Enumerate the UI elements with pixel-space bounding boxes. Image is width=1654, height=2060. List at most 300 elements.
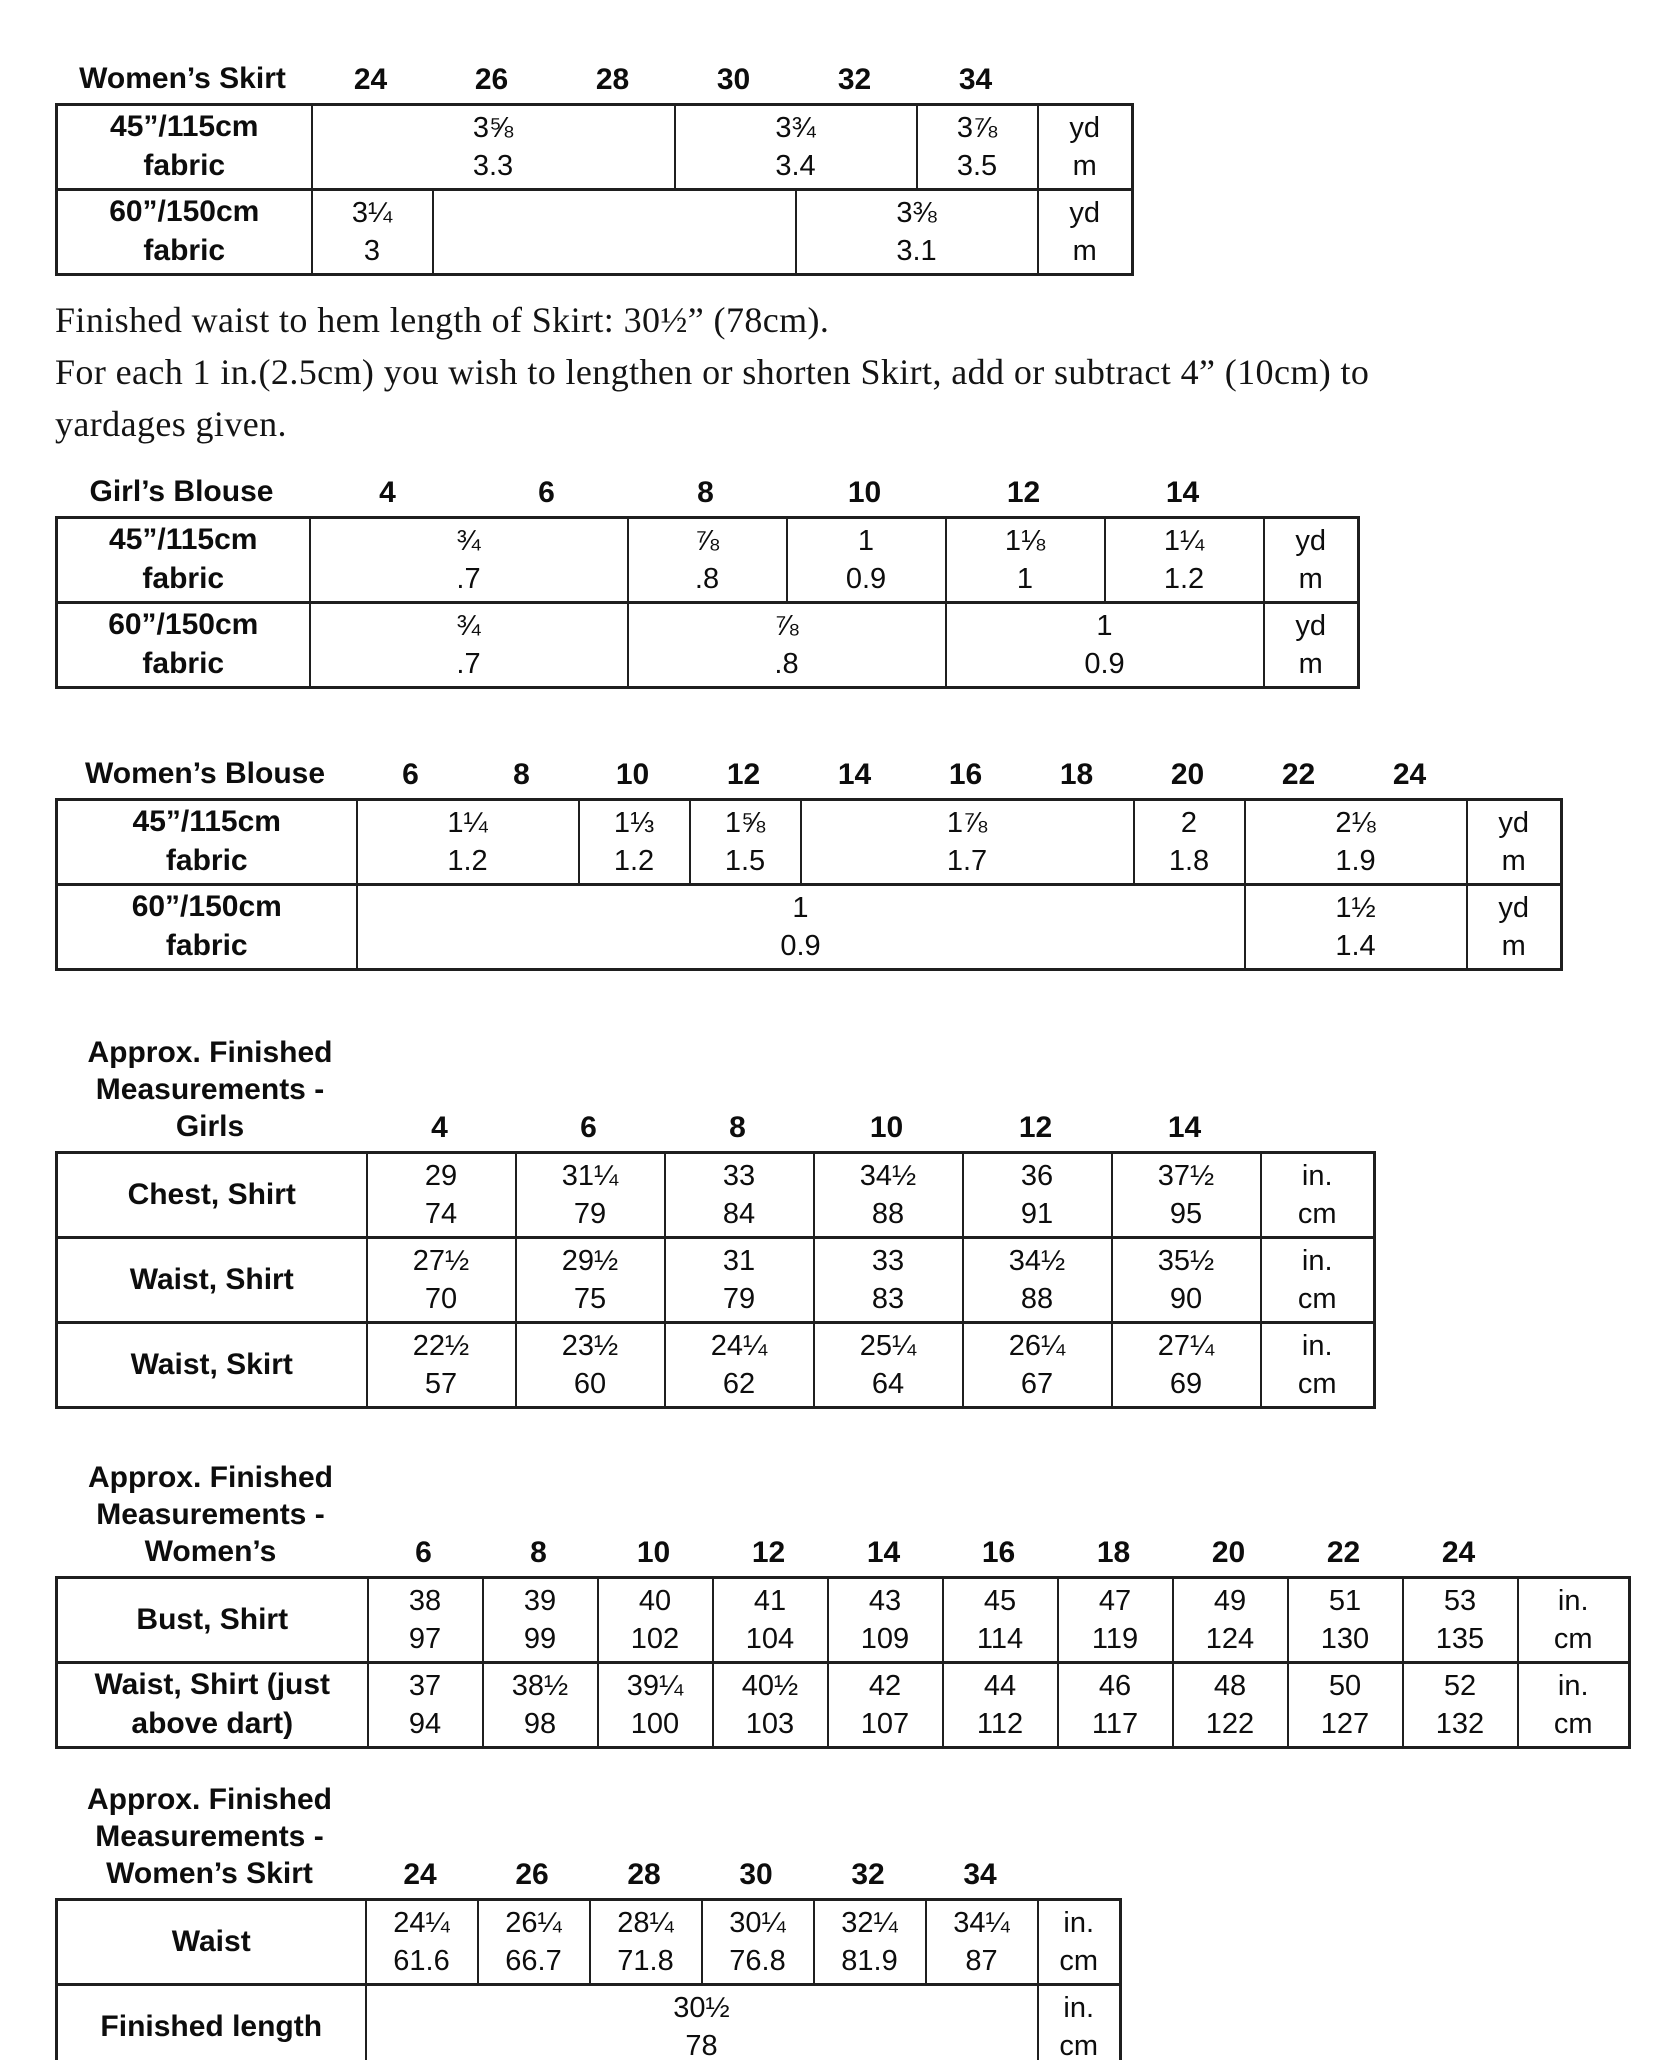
table-title-line: Women’s Skirt [79, 62, 286, 95]
table-row [57, 1323, 1375, 1408]
value-imperial: 34½ [1008, 1245, 1066, 1278]
unit-cell [1518, 1578, 1630, 1663]
value-stack [676, 106, 916, 188]
value-stack [666, 1324, 813, 1406]
value-cell [917, 105, 1038, 190]
table-title-line: Approx. Finished [87, 1461, 333, 1494]
row-label-line: fabric [165, 929, 248, 963]
value-metric: .8 [774, 647, 799, 680]
value-imperial: 28¼ [617, 1907, 674, 1940]
value-imperial: 26¼ [505, 1907, 562, 1940]
womens-skirt-yardage-section [55, 57, 1654, 276]
value-stack [714, 1579, 827, 1661]
value-metric: 3 [363, 234, 381, 267]
table-title-line: Measurements - [95, 1820, 324, 1853]
value-stack [947, 519, 1104, 601]
value-cell [366, 1985, 1038, 2060]
value-cell [516, 1323, 665, 1408]
row-label-line: 60”/150cm [109, 195, 260, 229]
value-stack [1135, 801, 1244, 883]
womens-skirt-yardage-header [55, 57, 1654, 103]
value-cell [516, 1153, 665, 1238]
value-imperial: 45 [983, 1585, 1017, 1618]
row-label [57, 518, 310, 603]
value-stack [517, 1154, 664, 1236]
value-metric: 95 [1169, 1197, 1203, 1230]
value-cell [1288, 1663, 1403, 1748]
size-header: 26 [515, 1858, 549, 1891]
value-imperial: 3⅜ [896, 197, 937, 230]
value-imperial: 3¾ [775, 112, 816, 145]
value-metric: 3.4 [775, 149, 816, 182]
value-cell [963, 1323, 1112, 1408]
value-imperial: 34½ [859, 1160, 917, 1193]
womens-blouse-yardage-title [55, 755, 355, 792]
row-label-stack [58, 801, 356, 883]
value-metric: 81.9 [841, 1944, 898, 1977]
value-imperial: 49 [1213, 1585, 1247, 1618]
size-header: 14 [866, 1536, 901, 1569]
row-label-line: Waist, Shirt [129, 1262, 294, 1296]
unit-label: in. [1301, 1330, 1333, 1363]
unit-cell [1038, 1900, 1121, 1985]
table-body [57, 1900, 1121, 2060]
value-stack [1113, 1324, 1260, 1406]
row-label-line: Waist [171, 1924, 251, 1958]
value-imperial: 44 [983, 1670, 1017, 1703]
size-header: 24 [1441, 1536, 1476, 1569]
value-imperial: ⅞ [774, 610, 799, 643]
row-label-stack [58, 106, 311, 188]
table-row [57, 105, 1133, 190]
value-imperial: 46 [1098, 1670, 1132, 1703]
womens-measurements-header [55, 1453, 1654, 1576]
size-header: 12 [751, 1536, 786, 1569]
value-cell [702, 1900, 814, 1985]
note-finished-length: Finished waist to hem length of Skirt: 30½” (78cm). [55, 300, 830, 340]
table-row [57, 1238, 1375, 1323]
table-title-line: Girl’s Blouse [89, 475, 274, 508]
value-imperial: 40½ [741, 1670, 799, 1703]
value-stack [703, 1901, 813, 1983]
row-label [57, 1663, 368, 1748]
table-title-line: Approx. Finished [86, 1783, 332, 1816]
table-body [57, 518, 1359, 688]
row-label-stack [58, 1986, 365, 2060]
value-cell [367, 1323, 516, 1408]
unit-cell [1467, 800, 1562, 885]
row-label [57, 1323, 367, 1408]
unit-label: in. [1557, 1585, 1589, 1618]
value-metric: 124 [1205, 1622, 1255, 1655]
value-stack [918, 106, 1037, 188]
value-stack [691, 801, 800, 883]
value-metric: 0.9 [1084, 647, 1125, 680]
unit-stack [1039, 191, 1132, 273]
size-header: 32 [837, 63, 872, 96]
table-womens-skirt-measurements [55, 1898, 1122, 2060]
value-cell [483, 1578, 598, 1663]
womens-skirt-measurements-title [55, 1781, 364, 1892]
value-imperial: 24¼ [393, 1907, 450, 1940]
note-lengthen-shorten: For each 1 in.(2.5cm) you wish to lengthen or shorten Skirt, add or subtract 4” (10cm) to [55, 352, 1370, 392]
size-header: 4 [379, 476, 396, 509]
size-header: 34 [958, 63, 993, 96]
value-metric: 127 [1320, 1707, 1370, 1740]
value-cell [516, 1238, 665, 1323]
table-row [57, 518, 1359, 603]
value-metric: 78 [685, 2029, 718, 2060]
row-label-stack [58, 1324, 366, 1406]
value-metric: 3.3 [472, 149, 514, 182]
value-imperial: 27½ [412, 1245, 470, 1278]
size-header: 32 [851, 1858, 885, 1891]
value-stack [1106, 519, 1263, 601]
value-metric: 112 [976, 1707, 1024, 1740]
value-stack [815, 1901, 925, 1983]
value-metric: 84 [722, 1197, 756, 1230]
size-header: 22 [1281, 758, 1316, 791]
value-stack [1246, 886, 1466, 968]
value-stack [1174, 1579, 1287, 1661]
unit-label: m [1072, 149, 1097, 182]
row-label-line: Waist, Shirt (just [94, 1668, 331, 1702]
value-stack [368, 1239, 515, 1321]
value-cell [1173, 1578, 1288, 1663]
table-body [57, 800, 1562, 970]
size-header: 6 [402, 758, 419, 791]
value-stack [666, 1239, 813, 1321]
value-stack [788, 519, 945, 601]
value-imperial: 1½ [1335, 892, 1376, 925]
size-header: 8 [697, 476, 714, 509]
value-metric: 70 [424, 1282, 458, 1315]
value-stack [1404, 1579, 1517, 1661]
value-stack [591, 1901, 701, 1983]
size-header: 30 [739, 1858, 773, 1891]
unit-label: yd [1498, 892, 1530, 925]
value-metric: 69 [1169, 1367, 1203, 1400]
value-metric: 90 [1169, 1282, 1203, 1315]
value-cell [1134, 800, 1245, 885]
value-imperial: 29½ [561, 1245, 619, 1278]
value-metric: 83 [871, 1282, 905, 1315]
value-stack [358, 886, 1244, 968]
value-cell [814, 1153, 963, 1238]
value-metric: 66.7 [505, 1944, 562, 1977]
value-stack [479, 1901, 589, 1983]
size-header: 24 [403, 1858, 437, 1891]
value-cell [367, 1238, 516, 1323]
value-cell [598, 1663, 713, 1748]
value-metric: 87 [965, 1944, 998, 1977]
value-imperial: 30½ [673, 1992, 730, 2025]
value-stack [1059, 1579, 1172, 1661]
row-label-stack [58, 1664, 367, 1746]
value-metric: 1.5 [724, 844, 766, 877]
value-imperial: ¾ [456, 610, 481, 643]
size-header: 18 [1059, 758, 1094, 791]
value-stack [1289, 1664, 1402, 1746]
size-header: 8 [530, 1536, 547, 1569]
unit-cell [1261, 1238, 1375, 1323]
size-header: 20 [1211, 1536, 1246, 1569]
value-imperial: 51 [1328, 1585, 1362, 1618]
unit-label: m [1298, 647, 1323, 680]
value-stack [629, 519, 786, 601]
table-row [57, 1900, 1121, 1985]
value-stack [829, 1579, 942, 1661]
unit-label: m [1501, 929, 1526, 962]
value-metric: 94 [408, 1707, 442, 1740]
row-label [57, 800, 357, 885]
value-cell [368, 1578, 483, 1663]
row-label-line: 45”/115cm [132, 805, 281, 839]
value-stack [313, 191, 432, 273]
size-header: 12 [726, 758, 761, 791]
row-label [57, 105, 312, 190]
row-label-line: Finished length [100, 2009, 323, 2043]
unit-stack [1039, 106, 1132, 188]
value-cell [1112, 1153, 1261, 1238]
value-stack [944, 1664, 1057, 1746]
value-stack [368, 1324, 515, 1406]
row-label-line: Bust, Shirt [136, 1602, 289, 1636]
size-header: 14 [1167, 1111, 1202, 1144]
value-imperial: 1⅓ [613, 807, 655, 840]
row-label-stack [58, 191, 311, 273]
value-imperial: 1 [792, 892, 809, 925]
row-label-line: Chest, Shirt [127, 1177, 296, 1211]
value-cell [814, 1323, 963, 1408]
row-label-line: fabric [143, 149, 226, 183]
value-metric: 119 [1091, 1622, 1139, 1655]
value-stack [829, 1664, 942, 1746]
unit-stack [1262, 1154, 1374, 1236]
unit-label: m [1072, 234, 1097, 267]
value-metric: 132 [1435, 1707, 1485, 1740]
value-imperial: 25¼ [859, 1330, 917, 1363]
value-imperial: 24¼ [710, 1330, 768, 1363]
table-body [57, 1578, 1630, 1748]
table-womens-measurements [55, 1576, 1631, 1749]
value-imperial: 2⅛ [1335, 807, 1376, 840]
size-header: 8 [729, 1111, 746, 1144]
value-imperial: 3⅞ [956, 112, 998, 145]
value-cell [1058, 1578, 1173, 1663]
size-header: 28 [595, 63, 630, 96]
value-cell [814, 1238, 963, 1323]
value-imperial: 1⅛ [1004, 525, 1046, 558]
value-cell [1105, 518, 1264, 603]
value-cell [665, 1153, 814, 1238]
value-metric: 75 [573, 1282, 607, 1315]
value-stack [599, 1664, 712, 1746]
value-imperial: 31 [722, 1245, 756, 1278]
value-stack [367, 1986, 1037, 2060]
value-stack [434, 191, 795, 273]
unit-label: yd [1069, 112, 1101, 145]
unit-cell [1038, 1985, 1121, 2060]
value-metric: 71.8 [617, 1944, 674, 1977]
value-stack [517, 1324, 664, 1406]
value-metric: 76.8 [729, 1944, 786, 1977]
value-metric: 1.7 [946, 844, 988, 877]
value-imperial: 52 [1443, 1670, 1477, 1703]
value-stack [802, 801, 1133, 883]
row-label-stack [58, 886, 356, 968]
row-label [57, 1238, 367, 1323]
size-header: 10 [615, 758, 650, 791]
value-cell [787, 518, 946, 603]
value-metric: 104 [745, 1622, 795, 1655]
unit-stack [1265, 604, 1358, 686]
value-imperial: 40 [638, 1585, 672, 1618]
value-stack [369, 1664, 482, 1746]
table-girls-measurements [55, 1151, 1376, 1409]
value-cell [590, 1900, 702, 1985]
unit-cell [1261, 1323, 1375, 1408]
value-cell [801, 800, 1134, 885]
value-metric: 91 [1020, 1197, 1054, 1230]
unit-cell [1467, 885, 1562, 970]
value-imperial: 42 [868, 1670, 902, 1703]
value-imperial: ⅞ [694, 525, 720, 558]
value-metric: 88 [1020, 1282, 1054, 1315]
value-metric: 102 [630, 1622, 680, 1655]
value-stack [580, 801, 689, 883]
unit-label: in. [1063, 1992, 1095, 2025]
value-imperial: 35½ [1157, 1245, 1215, 1278]
unit-cell [1038, 190, 1133, 275]
note-lengthen-shorten-cont: yardages given. [55, 404, 287, 444]
row-label-line: 60”/150cm [108, 608, 259, 642]
table-row [57, 190, 1133, 275]
value-metric: 67 [1020, 1367, 1054, 1400]
value-imperial: 30¼ [729, 1907, 786, 1940]
table-title-line: Women’s Skirt [106, 1857, 313, 1890]
table-title-line: Approx. Finished [87, 1036, 333, 1069]
value-stack [797, 191, 1037, 273]
womens-blouse-yardage-header [55, 752, 1654, 798]
value-imperial: 38½ [511, 1670, 569, 1703]
value-cell [665, 1238, 814, 1323]
value-cell [1058, 1663, 1173, 1748]
value-stack [1289, 1579, 1402, 1661]
value-cell [310, 518, 628, 603]
value-metric: 100 [630, 1707, 680, 1740]
value-imperial: 36 [1020, 1160, 1054, 1193]
value-cell [310, 603, 628, 688]
value-imperial: 37½ [1157, 1160, 1215, 1193]
row-label-line: 60”/150cm [131, 890, 282, 924]
value-cell [1173, 1663, 1288, 1748]
unit-label: yd [1295, 610, 1327, 643]
size-header: 6 [415, 1536, 432, 1569]
value-metric: 1.2 [1163, 562, 1205, 595]
value-metric: 79 [722, 1282, 756, 1315]
unit-label: cm [1297, 1282, 1337, 1315]
unit-stack [1262, 1324, 1374, 1406]
unit-label: in. [1301, 1245, 1333, 1278]
value-imperial: 50 [1328, 1670, 1362, 1703]
unit-cell [1264, 518, 1359, 603]
value-cell [814, 1900, 926, 1985]
girls-measurements-title [55, 1034, 365, 1145]
size-header: 24 [1392, 758, 1427, 791]
unit-stack [1039, 1986, 1120, 2060]
table-row [57, 1578, 1630, 1663]
value-metric: 1.2 [613, 844, 655, 877]
value-imperial: 34¼ [953, 1907, 1010, 1940]
value-cell [357, 800, 579, 885]
table-title-line: Women’s [144, 1535, 277, 1568]
value-cell [628, 603, 946, 688]
value-imperial: 43 [868, 1585, 902, 1618]
value-stack [1059, 1664, 1172, 1746]
table-body [57, 1153, 1375, 1408]
value-metric: 99 [523, 1622, 557, 1655]
value-cell [368, 1663, 483, 1748]
value-cell [828, 1663, 943, 1748]
unit-label: cm [1297, 1197, 1337, 1230]
value-stack [714, 1664, 827, 1746]
value-cell [963, 1238, 1112, 1323]
value-metric: 135 [1435, 1622, 1485, 1655]
value-cell [628, 518, 787, 603]
value-stack [1404, 1664, 1517, 1746]
value-metric: .7 [456, 562, 481, 595]
unit-cell [1261, 1153, 1375, 1238]
value-metric: 61.6 [393, 1944, 450, 1977]
value-stack [815, 1324, 962, 1406]
unit-cell [1038, 105, 1133, 190]
value-cell [690, 800, 801, 885]
value-cell [598, 1578, 713, 1663]
value-imperial: 33 [722, 1160, 756, 1193]
value-metric: 103 [745, 1707, 795, 1740]
size-header: 16 [981, 1536, 1016, 1569]
table-title-line: Women’s Blouse [84, 757, 326, 790]
row-label-line: fabric [142, 647, 225, 681]
value-cell [713, 1578, 828, 1663]
size-header: 28 [627, 1858, 661, 1891]
value-imperial: 39¼ [626, 1670, 684, 1703]
value-cell [796, 190, 1038, 275]
value-metric: 74 [424, 1197, 458, 1230]
size-header: 4 [431, 1111, 448, 1144]
table-row [57, 1985, 1121, 2060]
value-stack [947, 604, 1263, 686]
unit-cell [1264, 603, 1359, 688]
row-label-stack [58, 1154, 366, 1236]
value-stack [311, 604, 627, 686]
value-cell [478, 1900, 590, 1985]
table-row [57, 603, 1359, 688]
size-header: 22 [1326, 1536, 1361, 1569]
value-stack [964, 1154, 1111, 1236]
row-label [57, 190, 312, 275]
unit-label: yd [1295, 525, 1327, 558]
value-metric: 1 [1016, 562, 1034, 595]
value-cell [1245, 885, 1467, 970]
row-label-line: fabric [142, 562, 225, 596]
value-imperial: 1¼ [447, 807, 488, 840]
unit-label: cm [1059, 2029, 1099, 2060]
unit-label: yd [1498, 807, 1530, 840]
womens-skirt-yardage-title [55, 60, 310, 97]
value-imperial: 2 [1180, 807, 1198, 840]
